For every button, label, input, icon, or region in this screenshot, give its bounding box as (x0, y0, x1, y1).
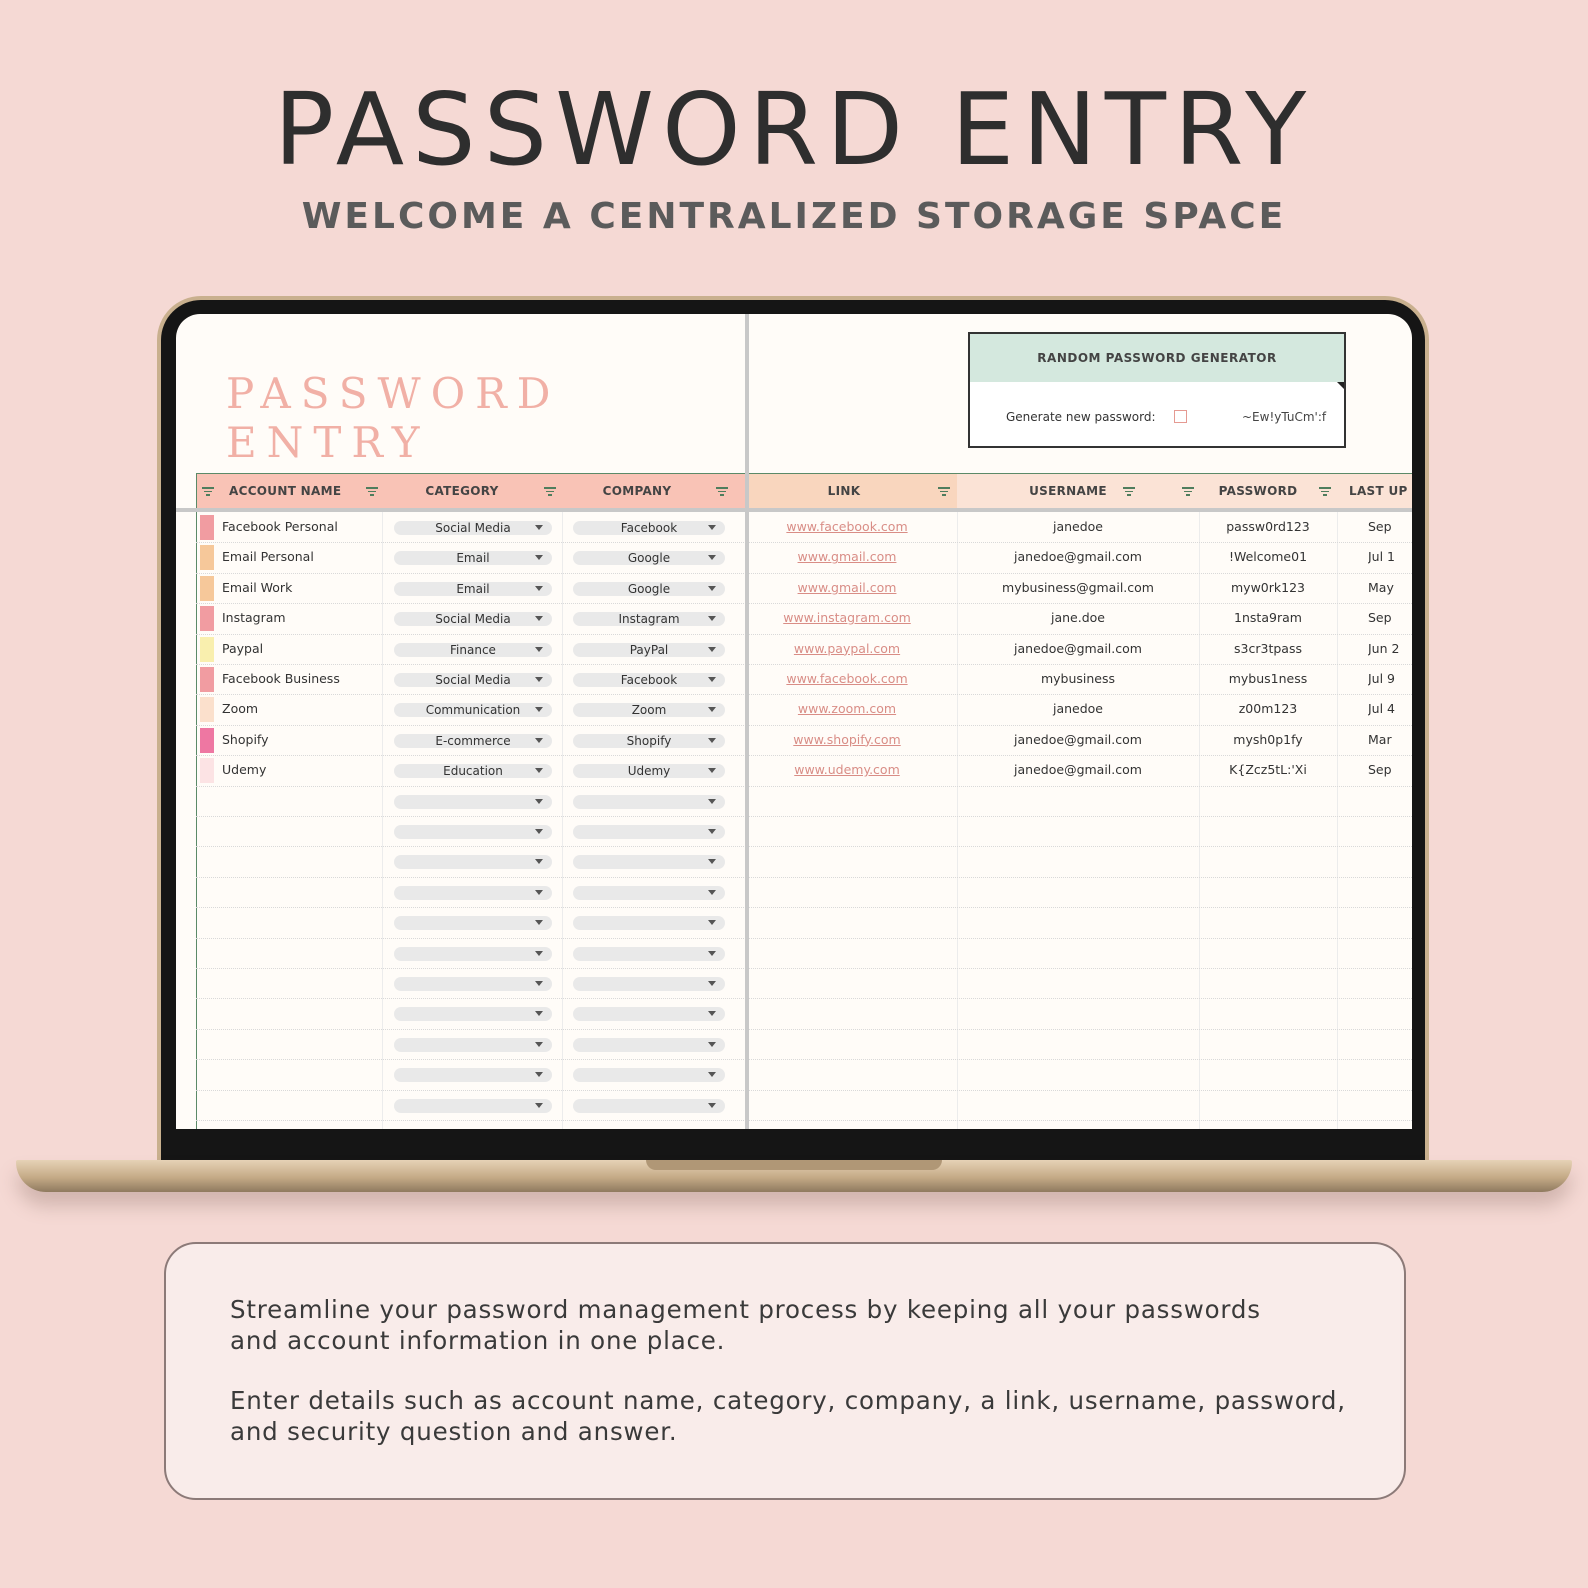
description-line-3: Enter details such as account name, category, company, a link, username, password, (230, 1386, 1346, 1415)
username-cell[interactable]: mybusiness (1040, 671, 1116, 686)
chevron-down-icon (535, 1042, 543, 1047)
password-cell[interactable]: K{Zcz5tL:'Xi (1229, 762, 1307, 778)
username-cell[interactable]: jane.doe (1051, 610, 1105, 626)
link-cell[interactable]: www.udemy.com (794, 762, 900, 778)
column-divider (382, 512, 383, 1129)
category-dropdown[interactable] (394, 947, 552, 961)
category-value: Social Media (435, 673, 511, 687)
category-dropdown[interactable] (394, 977, 552, 991)
last-updated-cell[interactable]: Jul 4 (1368, 701, 1396, 717)
username-cell[interactable]: janedoe (1052, 519, 1104, 534)
category-value: Email (456, 551, 490, 566)
username-cell[interactable]: janedoe@gmail.com (1014, 640, 1142, 656)
freeze-divider-horizontal[interactable] (176, 508, 1412, 512)
chevron-down-icon (535, 647, 543, 652)
company-value: Google (627, 551, 671, 566)
link-cell[interactable]: www.facebook.com (786, 519, 908, 534)
row-divider (196, 968, 1412, 969)
username-cell[interactable]: janedoe@gmail.com (1014, 549, 1142, 565)
row-divider (196, 816, 1412, 817)
category-dropdown[interactable] (394, 521, 552, 535)
category-dropdown[interactable] (394, 795, 552, 809)
username-cell[interactable]: janedoe@gmail.com (1014, 762, 1142, 778)
chevron-down-icon (708, 951, 716, 956)
company-dropdown[interactable] (573, 734, 725, 748)
category-dropdown[interactable] (394, 734, 552, 748)
category-value: E-commerce (435, 733, 511, 748)
company-dropdown[interactable] (573, 1007, 725, 1021)
account-color-swatch (200, 697, 214, 722)
chevron-down-icon (708, 829, 716, 834)
laptop-notch (646, 1160, 942, 1170)
filter-icon[interactable] (1319, 487, 1331, 496)
company-dropdown[interactable] (573, 582, 725, 596)
chevron-down-icon (535, 951, 543, 956)
account-color-swatch (200, 545, 214, 570)
category-dropdown[interactable] (394, 916, 552, 930)
account-name[interactable]: Facebook Business (222, 671, 340, 686)
chevron-down-icon (708, 586, 716, 591)
category-dropdown[interactable] (394, 1099, 552, 1113)
last-updated-cell[interactable]: Jul 1 (1368, 549, 1396, 565)
row-divider (196, 1029, 1412, 1030)
hero-subtitle: WELCOME A CENTRALIZED STORAGE SPACE (301, 196, 1287, 237)
company-dropdown[interactable] (573, 1038, 725, 1052)
chevron-down-icon (535, 677, 543, 682)
row-divider (196, 998, 1412, 999)
category-value: Finance (450, 642, 496, 657)
generator-label: Generate new password: (1006, 410, 1156, 424)
category-dropdown[interactable] (394, 612, 552, 626)
generate-checkbox[interactable] (1174, 410, 1187, 423)
company-value: Udemy (627, 764, 671, 779)
row-divider (196, 846, 1412, 847)
link-cell[interactable]: www.shopify.com (793, 731, 901, 747)
link-cell[interactable]: www.instagram.com (783, 610, 911, 626)
category-dropdown[interactable] (394, 582, 552, 596)
username-cell[interactable]: janedoe (1052, 701, 1104, 717)
category-dropdown[interactable] (394, 825, 552, 839)
account-color-swatch (200, 515, 214, 540)
chevron-down-icon (708, 1103, 716, 1108)
left-border (196, 473, 197, 1129)
password-cell[interactable]: !Welcome01 (1228, 549, 1308, 565)
account-color-swatch (200, 576, 214, 601)
account-color-swatch (200, 606, 214, 631)
company-value: Zoom (631, 703, 667, 718)
filter-icon[interactable] (544, 487, 556, 496)
link-cell[interactable]: www.gmail.com (797, 579, 897, 595)
account-name[interactable]: Email Personal (222, 549, 314, 565)
company-dropdown[interactable] (573, 551, 725, 565)
row-divider (196, 1090, 1412, 1091)
company-value: Google (627, 581, 671, 596)
laptop-screen (176, 314, 1412, 1129)
category-dropdown[interactable] (394, 673, 552, 687)
company-dropdown[interactable] (573, 764, 725, 778)
row-divider (196, 786, 1412, 787)
last-updated-cell[interactable]: Jun 2 (1368, 640, 1400, 656)
filter-icon[interactable] (202, 487, 214, 496)
chevron-down-icon (535, 859, 543, 864)
sheet-title: PASSWORD ENTRY (226, 369, 561, 467)
chevron-down-icon (535, 920, 543, 925)
row-divider (196, 1059, 1412, 1060)
account-name[interactable]: Email Work (222, 579, 293, 595)
chevron-down-icon (535, 1011, 543, 1016)
password-cell[interactable]: myw0rk123 (1231, 579, 1305, 595)
company-dropdown[interactable] (573, 916, 725, 930)
row-divider (196, 938, 1412, 939)
generated-password: ~Ew!yTuCm':f (1242, 410, 1327, 424)
chevron-down-icon (708, 859, 716, 864)
row-divider (196, 1120, 1412, 1121)
filter-icon[interactable] (366, 487, 378, 496)
chevron-down-icon (708, 677, 716, 682)
company-dropdown[interactable] (573, 1068, 725, 1082)
link-cell[interactable]: www.zoom.com (797, 701, 897, 717)
chevron-down-icon (535, 981, 543, 986)
chevron-down-icon (535, 1072, 543, 1077)
category-dropdown[interactable] (394, 886, 552, 900)
category-dropdown[interactable] (394, 855, 552, 869)
hero-title: PASSWORD ENTRY (273, 71, 1315, 188)
password-cell[interactable]: mysh0p1fy (1233, 731, 1303, 747)
last-updated-cell[interactable]: Jul 9 (1368, 671, 1396, 686)
company-value: Facebook (620, 673, 678, 687)
column-header-password[interactable]: PASSWORD (1218, 484, 1298, 498)
chevron-down-icon (708, 799, 716, 804)
chevron-down-icon (708, 647, 716, 652)
column-header-last-up[interactable]: LAST UP (1349, 484, 1408, 498)
generator-title: RANDOM PASSWORD GENERATOR (970, 334, 1344, 382)
chevron-down-icon (708, 920, 716, 925)
account-color-swatch (200, 667, 214, 692)
chevron-down-icon (535, 1103, 543, 1108)
description-card (164, 1242, 1406, 1500)
last-updated-cell[interactable]: May (1368, 579, 1394, 595)
company-dropdown[interactable] (573, 612, 725, 626)
filter-icon[interactable] (1123, 487, 1135, 496)
row-divider (196, 907, 1412, 908)
company-dropdown[interactable] (573, 886, 725, 900)
comment-marker (1337, 382, 1344, 389)
password-cell[interactable]: s3cr3tpass (1234, 640, 1302, 656)
filter-icon[interactable] (938, 487, 950, 496)
category-value: Communication (425, 703, 521, 718)
category-value: Social Media (435, 521, 511, 535)
account-color-swatch (200, 637, 214, 662)
chevron-down-icon (535, 707, 543, 712)
chevron-down-icon (535, 616, 543, 621)
account-name[interactable]: Instagram (222, 610, 286, 626)
company-dropdown[interactable] (573, 977, 725, 991)
category-dropdown[interactable] (394, 764, 552, 778)
row-divider (196, 877, 1412, 878)
chevron-down-icon (535, 829, 543, 834)
category-dropdown[interactable] (394, 551, 552, 565)
column-divider (1337, 512, 1338, 1129)
category-value: Social Media (435, 612, 511, 627)
account-color-swatch (200, 728, 214, 753)
column-header-category[interactable]: CATEGORY (425, 484, 499, 498)
chevron-down-icon (708, 768, 716, 773)
account-name[interactable]: Udemy (222, 762, 267, 778)
company-dropdown[interactable] (573, 795, 725, 809)
username-cell[interactable]: mybusiness@gmail.com (1002, 579, 1154, 595)
chevron-down-icon (708, 707, 716, 712)
company-dropdown[interactable] (573, 825, 725, 839)
chevron-down-icon (535, 525, 543, 530)
last-updated-cell[interactable]: Sep (1368, 610, 1392, 626)
company-dropdown[interactable] (573, 703, 725, 717)
last-updated-cell[interactable]: Sep (1368, 519, 1392, 534)
chevron-down-icon (708, 555, 716, 560)
link-cell[interactable]: www.facebook.com (786, 671, 908, 686)
company-value: Facebook (620, 521, 678, 535)
column-header-link[interactable]: LINK (827, 484, 861, 498)
chevron-down-icon (708, 1042, 716, 1047)
chevron-down-icon (708, 981, 716, 986)
category-dropdown[interactable] (394, 1068, 552, 1082)
password-cell[interactable]: passw0rd123 (1226, 519, 1310, 534)
link-cell[interactable]: www.gmail.com (797, 549, 897, 565)
description-line-1: Streamline your password management process by keeping all your passwords (230, 1295, 1261, 1324)
account-name[interactable]: Facebook Personal (222, 519, 338, 534)
username-cell[interactable]: janedoe@gmail.com (1014, 731, 1142, 747)
chevron-down-icon (535, 738, 543, 743)
chevron-down-icon (708, 616, 716, 621)
password-cell[interactable]: 1nsta9ram (1234, 610, 1302, 626)
chevron-down-icon (535, 768, 543, 773)
description-line-4: and security question and answer. (230, 1417, 678, 1446)
last-updated-cell[interactable]: Sep (1368, 762, 1392, 778)
last-updated-cell[interactable]: Mar (1368, 731, 1392, 747)
column-header-username[interactable]: USERNAME (1029, 484, 1107, 498)
category-dropdown[interactable] (394, 1038, 552, 1052)
company-dropdown[interactable] (573, 643, 725, 657)
password-cell[interactable]: z00m123 (1238, 701, 1298, 717)
company-dropdown[interactable] (573, 673, 725, 687)
category-dropdown[interactable] (394, 703, 552, 717)
chevron-down-icon (708, 525, 716, 530)
chevron-down-icon (535, 586, 543, 591)
freeze-divider-vertical[interactable] (745, 314, 749, 1129)
company-value: Shopify (626, 733, 672, 748)
company-dropdown[interactable] (573, 947, 725, 961)
chevron-down-icon (708, 1011, 716, 1016)
chevron-down-icon (535, 555, 543, 560)
category-dropdown[interactable] (394, 1007, 552, 1021)
account-name[interactable]: Shopify (222, 731, 269, 747)
password-generator (968, 332, 1346, 448)
filter-icon[interactable] (1182, 487, 1194, 496)
category-value: Education (443, 764, 503, 779)
chevron-down-icon (535, 890, 543, 895)
chevron-down-icon (708, 1072, 716, 1077)
category-dropdown[interactable] (394, 643, 552, 657)
link-cell[interactable]: www.paypal.com (793, 640, 901, 656)
account-name[interactable]: Paypal (222, 640, 264, 656)
column-divider (562, 512, 563, 1129)
company-dropdown[interactable] (573, 855, 725, 869)
column-header-company[interactable]: COMPANY (602, 484, 672, 498)
company-dropdown[interactable] (573, 1099, 725, 1113)
chevron-down-icon (708, 738, 716, 743)
company-value: PayPal (629, 642, 669, 657)
column-header-account-name[interactable]: ACCOUNT NAME (229, 484, 342, 498)
company-value: Instagram (618, 612, 680, 627)
account-color-swatch (200, 758, 214, 783)
chevron-down-icon (708, 890, 716, 895)
description-line-2: and account information in one place. (230, 1326, 726, 1355)
filter-icon[interactable] (716, 487, 728, 496)
chevron-down-icon (535, 799, 543, 804)
password-cell[interactable]: mybus1ness (1228, 671, 1308, 686)
company-dropdown[interactable] (573, 521, 725, 535)
category-value: Email (456, 581, 490, 596)
account-name[interactable]: Zoom (222, 701, 259, 717)
